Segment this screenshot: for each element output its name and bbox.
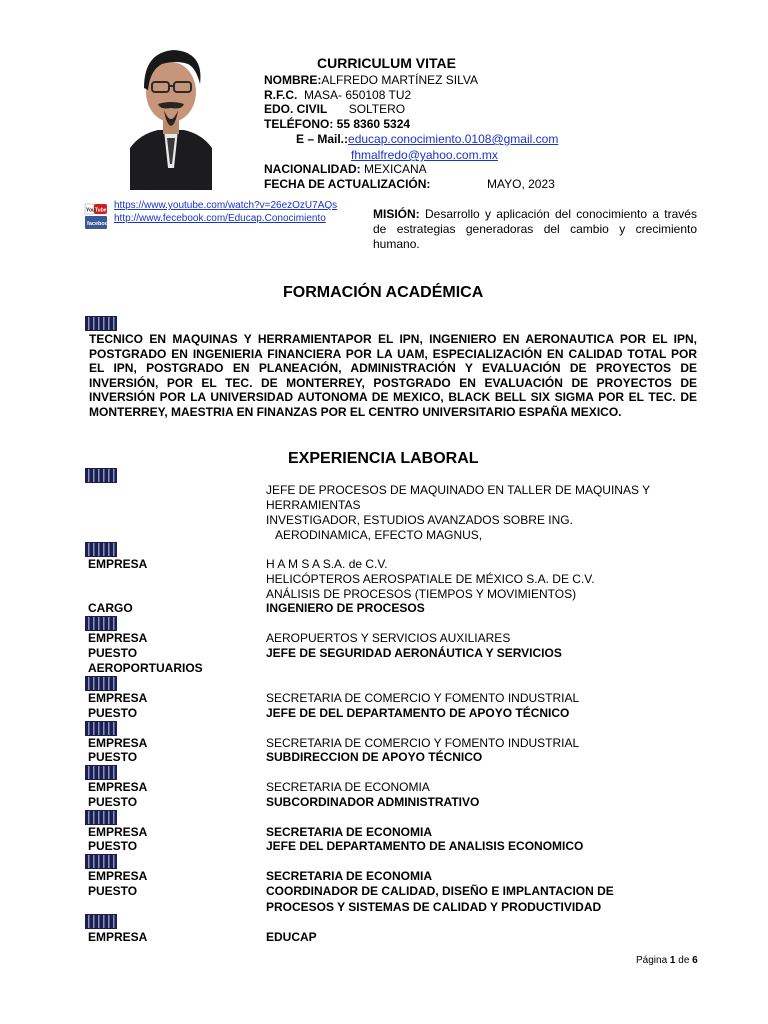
email-link-2[interactable]: fhmalfredo@yahoo.com.mx	[351, 148, 498, 162]
nacionalidad-value: MEXICANA	[364, 162, 427, 176]
facebook-link[interactable]: http://www.fecebook.com/Educap.Conocimiento	[114, 213, 326, 224]
email-row-2	[351, 148, 498, 163]
se-1-empresa: SECRETARIA DE ECONOMIA	[266, 780, 430, 794]
mision-text: Desarrollo y aplicación del conocimiento a través de estrategias generadoras del cambio y crecimiento humano.	[373, 207, 697, 251]
educap-empresa: EDUCAP	[266, 930, 317, 944]
email-link-1[interactable]: educap.conocimiento.0108@gmail.com	[348, 132, 559, 146]
civil-row	[264, 102, 405, 117]
hamsa-line-2: HELICÓPTEROS AEROSPATIALE DE MÉXICO S.A. DE C.V.	[266, 572, 595, 586]
cargo-label: CARGO	[88, 601, 133, 615]
youtube-logo-tube: Tube	[95, 207, 107, 214]
se-2-empresa: SECRETARIA DE ECONOMIA	[266, 825, 433, 839]
puesto-label: PUESTO	[88, 795, 138, 809]
empresa-label: EMPRESA	[88, 780, 148, 794]
youtube-link[interactable]: https://www.youtube.com/watch?v=26ezOzU7AQs	[114, 200, 338, 211]
email-label: E – Mail.:	[296, 132, 349, 146]
section-bars-icon	[85, 616, 117, 631]
puesto-label: PUESTO	[88, 750, 138, 764]
se-3-puesto-2: PROCESOS Y SISTEMAS DE CALIDAD Y PRODUCTIVIDAD	[266, 900, 602, 914]
current-page: 1	[669, 955, 676, 966]
empresa-label: EMPRESA	[88, 631, 148, 645]
empresa-label: EMPRESA	[88, 869, 148, 883]
civil-label: EDO. CIVIL	[264, 102, 328, 116]
nombre-label: NOMBRE:	[264, 73, 322, 87]
section-bars-icon	[85, 542, 117, 557]
section-bars-icon	[85, 316, 117, 331]
asa-puesto: JEFE DE SEGURIDAD AERONÁUTICA Y SERVICIOS	[266, 646, 562, 660]
puesto-label: PUESTO	[88, 884, 138, 898]
page-number	[636, 955, 698, 967]
secofi-1-empresa: SECRETARIA DE COMERCIO Y FOMENTO INDUSTRIAL	[266, 691, 580, 705]
pagina-label: Página	[636, 955, 668, 966]
telefono: TELÉFONO: 55 8360 5324	[264, 117, 411, 131]
puesto-label: PUESTO	[88, 839, 138, 853]
empresa-label: EMPRESA	[88, 825, 148, 839]
fecha-value: MAYO, 2023	[487, 177, 555, 191]
secofi-1-puesto: JEFE DE DEL DEPARTAMENTO DE APOYO TÉCNICO	[266, 706, 570, 720]
intro-line-1: JEFE DE PROCESOS DE MAQUINADO EN TALLER DE MAQUINAS Y HERRAMIENTAS	[266, 483, 650, 512]
mision-label: MISIÓN:	[373, 207, 420, 221]
section-bars-icon	[85, 810, 117, 825]
fecha-row	[264, 177, 555, 192]
nombre-row	[264, 73, 478, 88]
youtube-icon[interactable]	[85, 201, 107, 214]
intro-line-2: INVESTIGADOR, ESTUDIOS AVANZADOS SOBRE ING.	[266, 513, 573, 527]
section-bars-icon	[85, 765, 117, 780]
empresa-label: EMPRESA	[88, 736, 148, 750]
se-2-puesto: JEFE DEL DEPARTAMENTO DE ANALISIS ECONOMICO	[266, 839, 584, 853]
de-label: de	[678, 955, 690, 966]
nacionalidad-label: NACIONALIDAD:	[264, 162, 361, 176]
nacionalidad-row	[264, 162, 427, 177]
asa-empresa: AEROPUERTOS Y SERVICIOS AUXILIARES	[266, 631, 511, 645]
se-3-puesto-1: COORDINADOR DE CALIDAD, DISEÑO E IMPLANTACION DE	[266, 884, 614, 898]
empresa-label: EMPRESA	[88, 930, 148, 944]
rfc-value: MASA- 650108 TU2	[304, 88, 412, 102]
asa-puesto-cont: AEROPORTUARIOS	[88, 661, 203, 675]
empresa-label: EMPRESA	[88, 691, 148, 705]
empresa-label: EMPRESA	[88, 557, 148, 571]
se-3-empresa: SECRETARIA DE ECONOMIA	[266, 869, 433, 883]
secofi-2-puesto: SUBDIRECCION DE APOYO TÉCNICO	[266, 750, 483, 764]
nombre-value: ALFREDO MARTÍNEZ SILVA	[321, 73, 479, 87]
hamsa-line-1: H A M S A S.A. de C.V.	[266, 557, 388, 571]
section-bars-icon	[85, 914, 117, 929]
puesto-label: PUESTO	[88, 706, 138, 720]
page-title: CURRICULUM VITAE	[317, 55, 456, 71]
civil-value: SOLTERO	[348, 102, 406, 116]
youtube-logo-you: You	[86, 207, 96, 214]
rfc-row	[264, 88, 411, 103]
mision-block	[373, 207, 697, 252]
section-bars-icon	[85, 468, 117, 483]
hamsa-line-3: ANÁLISIS DE PROCESOS (TIEMPOS Y MOVIMIENTOS)	[266, 587, 577, 601]
rfc-label: R.F.C.	[264, 88, 298, 102]
se-1-puesto: SUBCORDINADOR ADMINISTRATIVO	[266, 795, 480, 809]
facebook-logo-text: facebook	[87, 221, 112, 227]
section-bars-icon	[85, 721, 117, 736]
intro-line-3: AERODINAMICA, EFECTO MAGNUS,	[275, 528, 483, 542]
profile-photo	[130, 38, 212, 190]
section-bars-icon	[85, 854, 117, 869]
hamsa-cargo: INGENIERO DE PROCESOS	[266, 601, 425, 615]
formacion-title: FORMACIÓN ACADÉMICA	[283, 284, 484, 301]
section-bars-icon	[85, 676, 117, 691]
facebook-icon[interactable]	[85, 216, 112, 229]
total-pages: 6	[692, 955, 698, 966]
email-row	[296, 132, 558, 147]
fecha-label: FECHA DE ACTUALIZACIÓN:	[264, 177, 431, 191]
formacion-text: TECNICO EN MAQUINAS Y HERRAMIENTAPOR EL IPN, INGENIERO EN AERONAUTICA POR EL IPN, POSTGRADO EN INGENIERIA FINANCIERA POR LA UAM, ESPECIALIZACIÓN EN CALIDAD TOTAL POR EL IPN, POSTGRADO EN PLANEACIÓN, ADMINISTRACIÓN Y EVALUACIÓN DE PROYECTOS DE INVERSIÓN, POR EL TEC. DE MONTERREY, POSTGRADO EN EVALUACIÓN DE PROYECTOS DE INVERSIÓN POR LA UNIVERSIDAD AUTONOMA DE MEXICO, BLACK BELL SIX SIGMA POR EL TEC. DE MONTERREY, MAESTRIA EN FINANZAS POR EL CENTRO UNIVERSITARIO ESPAÑA MEXICO.	[89, 332, 697, 419]
puesto-label: PUESTO	[88, 646, 138, 660]
experiencia-title: EXPERIENCIA LABORAL	[288, 450, 479, 467]
secofi-2-empresa: SECRETARIA DE COMERCIO Y FOMENTO INDUSTRIAL	[266, 736, 580, 750]
